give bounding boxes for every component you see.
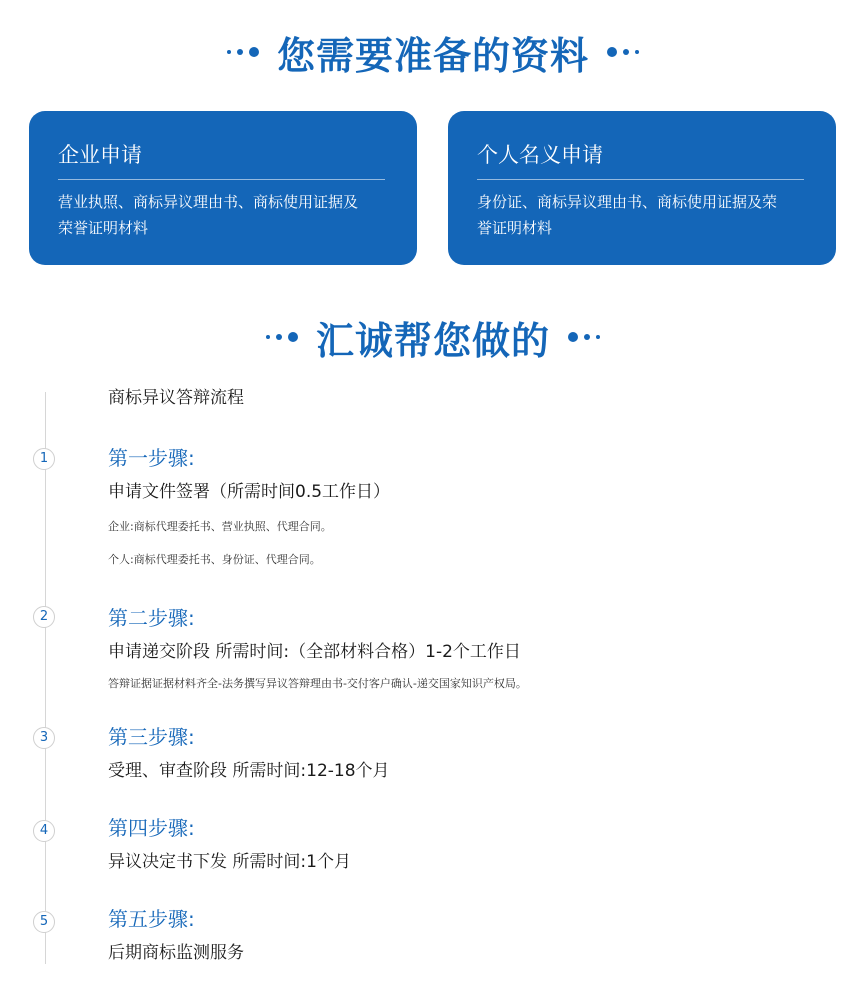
services-title: 汇诚帮您做的 [315, 318, 550, 363]
step-number-badge: 2 [33, 606, 55, 628]
step-title: 第四步骤: [108, 816, 195, 840]
card-title: 企业申请 [58, 143, 142, 167]
left-dots-ornament [266, 332, 298, 342]
process-title: 商标异议答辩流程 [108, 388, 244, 408]
right-dots-ornament [568, 332, 600, 342]
step-title: 第二步骤: [108, 606, 195, 630]
card-text: 营业执照、商标异议理由书、商标使用证据及荣誉证明材料 [58, 193, 359, 237]
left-dots-ornament [227, 47, 259, 57]
step-note: 个人:商标代理委托书、身份证、代理合同。 [108, 553, 321, 566]
step-number-badge: 4 [33, 820, 55, 842]
right-dots-ornament [607, 47, 639, 57]
card-divider [477, 179, 804, 180]
step-description: 申请文件签署（所需时间0.5工作日） [108, 482, 391, 502]
step-note: 答辩证据证据材料齐全-法务撰写异议答辩理由书-交付客户确认-递交国家知识产权局。 [108, 677, 527, 690]
step-number-badge: 1 [33, 448, 55, 470]
section-heading-services [0, 307, 866, 367]
step-number-badge: 3 [33, 727, 55, 749]
step-title: 第五步骤: [108, 907, 195, 931]
step-title: 第三步骤: [108, 725, 195, 749]
step-description: 后期商标监测服务 [108, 943, 244, 963]
card-text: 身份证、商标异议理由书、商标使用证据及荣誉证明材料 [477, 193, 778, 237]
step-note: 企业:商标代理委托书、营业执照、代理合同。 [108, 520, 332, 533]
step-description: 受理、审查阶段 所需时间:12-18个月 [108, 761, 390, 781]
step-number-badge: 5 [33, 911, 55, 933]
timeline-line [45, 392, 46, 964]
materials-title: 您需要准备的资料 [276, 33, 589, 78]
step-description: 申请递交阶段 所需时间:（全部材料合格）1-2个工作日 [108, 642, 521, 662]
card-individual [448, 111, 836, 265]
section-heading-materials [0, 22, 866, 82]
card-enterprise [29, 111, 417, 265]
card-title: 个人名义申请 [477, 143, 603, 167]
card-divider [58, 179, 385, 180]
step-description: 异议决定书下发 所需时间:1个月 [108, 852, 351, 872]
step-title: 第一步骤: [108, 446, 195, 470]
